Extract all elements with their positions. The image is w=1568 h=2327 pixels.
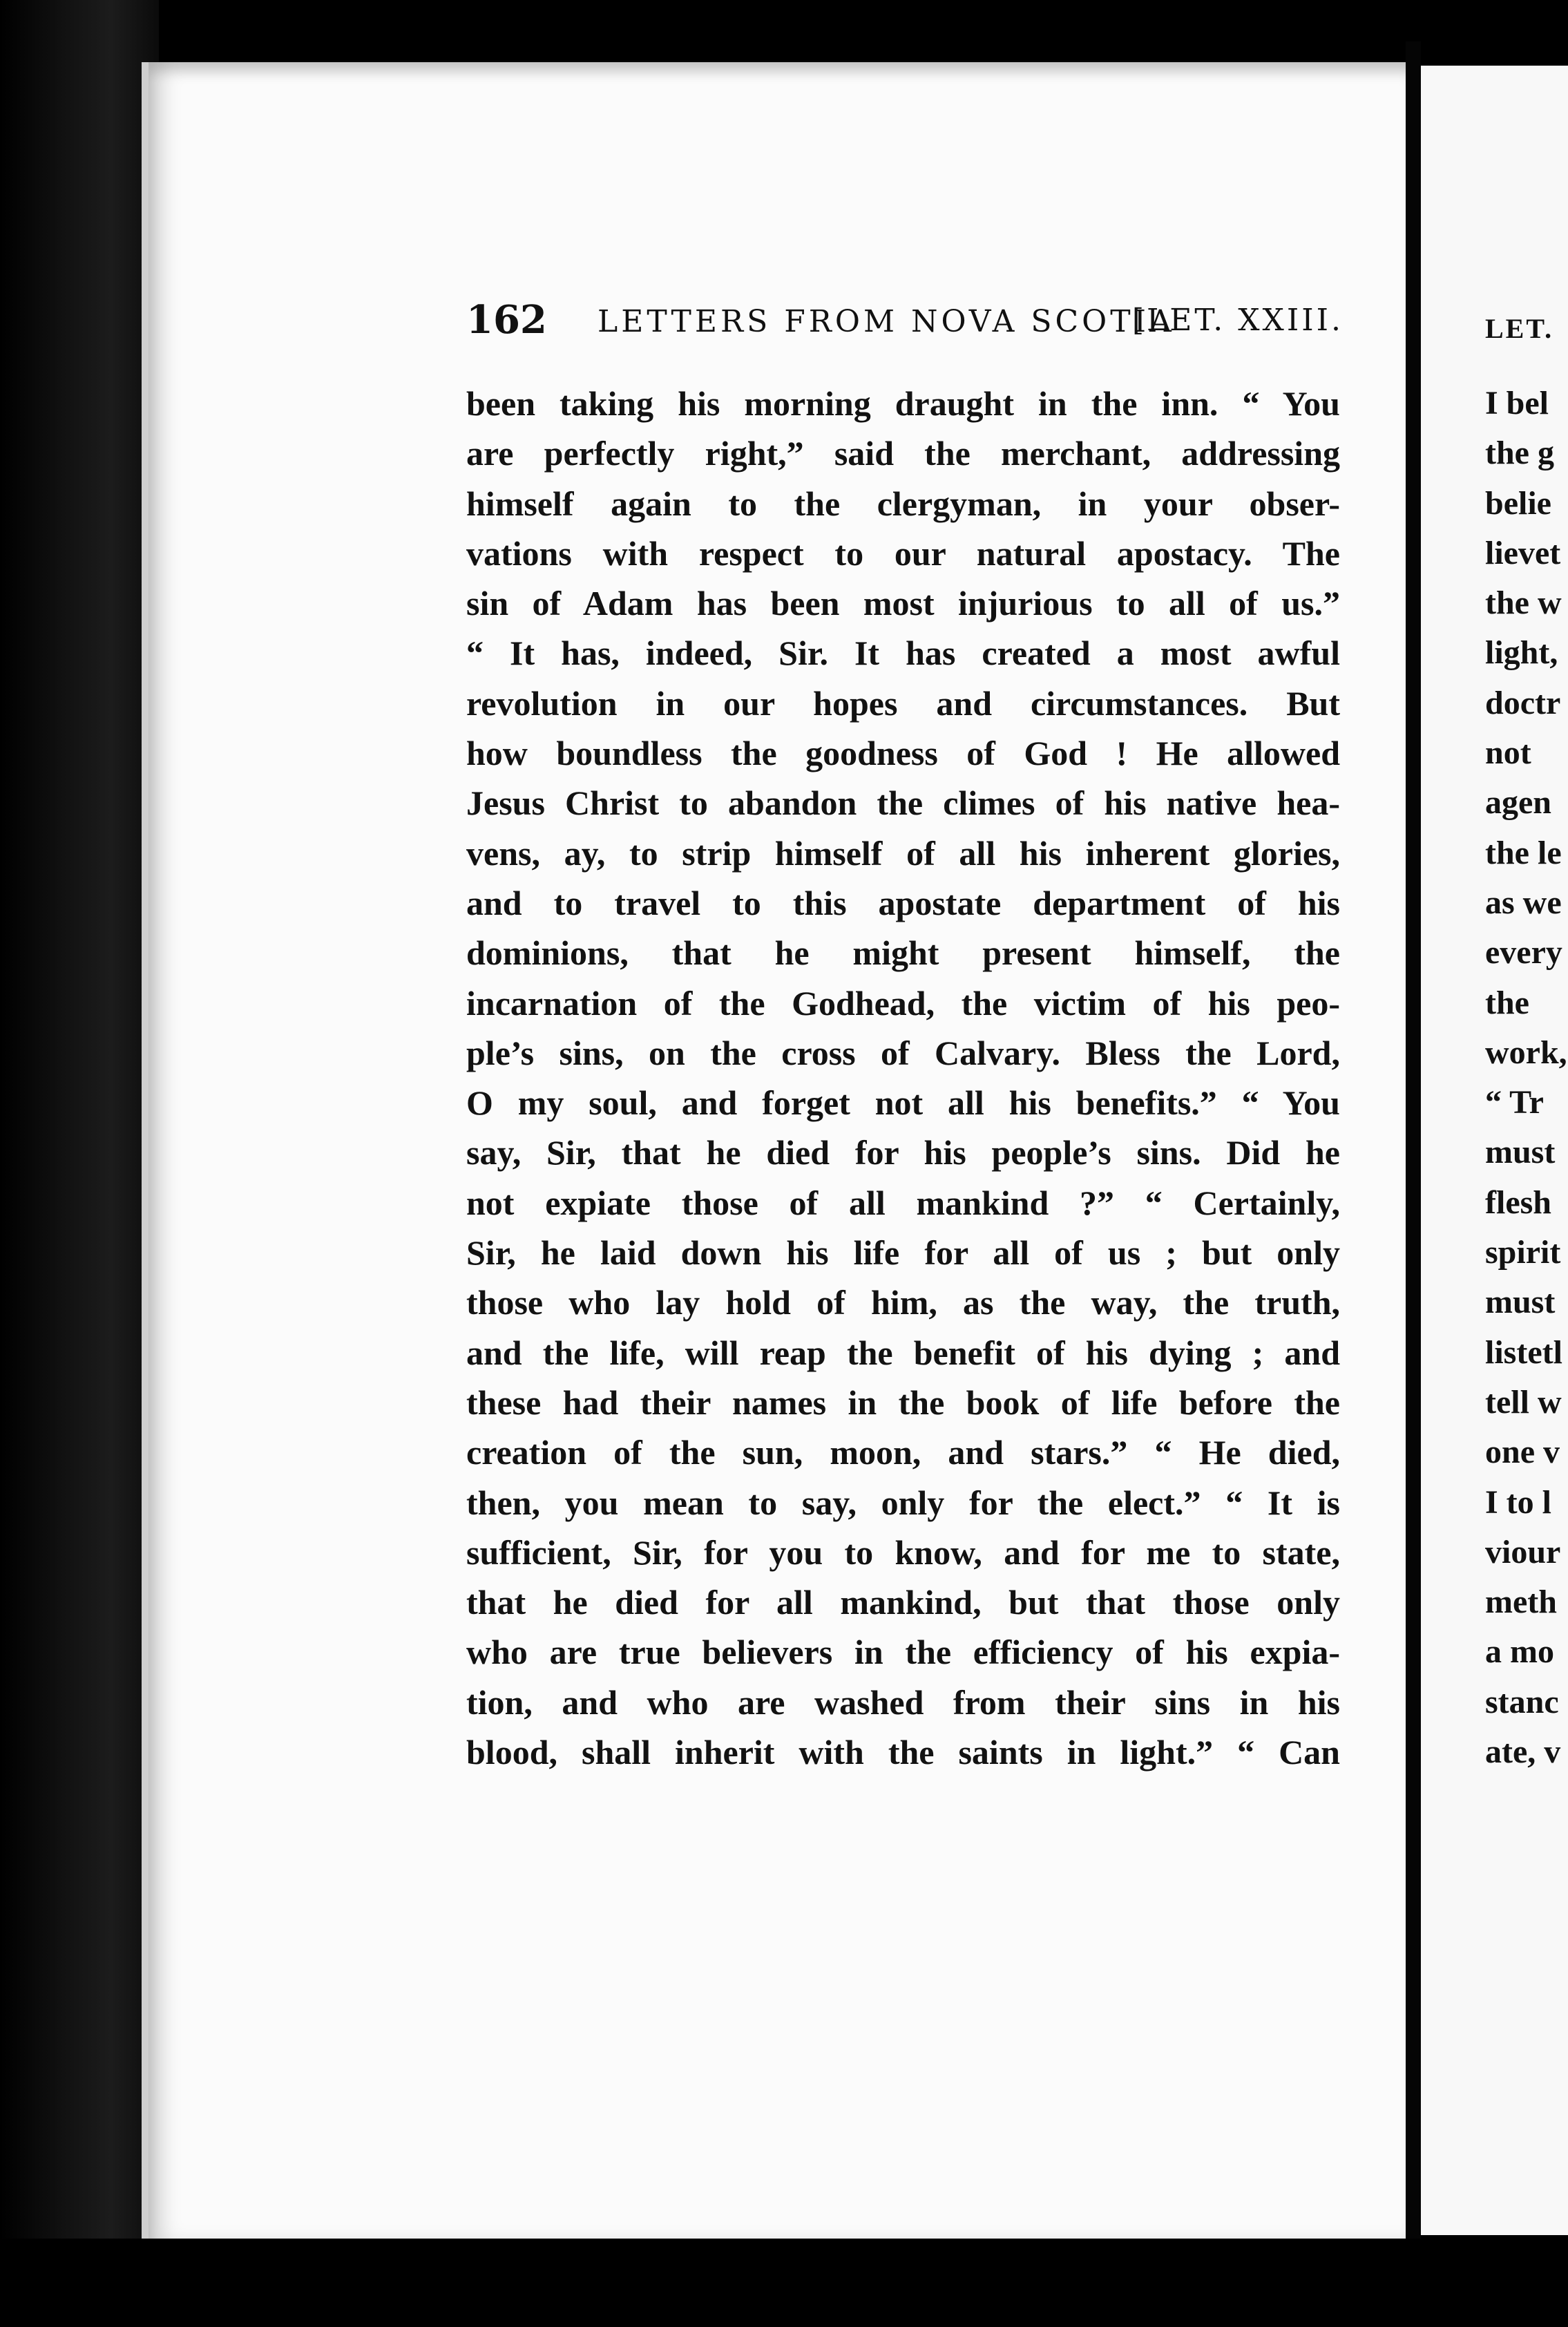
text-line: vations with respect to our natural apostacy. The	[466, 533, 1340, 573]
running-title: LETTERS FROM NOVA SCOTIA	[597, 304, 1175, 339]
right-page-line: doctr	[1485, 684, 1561, 721]
text-line: tion, and who are washed from their sins in his	[466, 1682, 1340, 1722]
letter-number: [LET. XXIII.	[1131, 303, 1344, 338]
right-page-line: as we	[1485, 884, 1562, 921]
text-line: those who lay hold of him, as the way, the truth,	[466, 1283, 1340, 1322]
right-page-line: tell w	[1485, 1383, 1562, 1421]
right-page-line: I bel	[1485, 385, 1549, 421]
right-page-line: stanc	[1485, 1683, 1559, 1720]
right-page-line: viour	[1485, 1533, 1561, 1570]
right-page-running-head: LET.	[1485, 313, 1554, 344]
text-line: “ It has, indeed, Sir. It has created a most awful	[466, 634, 1340, 673]
text-line: sufficient, Sir, for you to know, and for me to state,	[466, 1532, 1340, 1572]
book-binding	[0, 0, 159, 2327]
text-line: how boundless the goodness of God ! He allowed	[466, 734, 1340, 773]
text-line: sin of Adam has been most injurious to all of us.”	[466, 584, 1340, 623]
body-text	[466, 379, 1340, 1777]
right-page-line: work,	[1485, 1034, 1567, 1071]
running-head	[466, 297, 1344, 345]
right-page-line: light,	[1485, 634, 1558, 672]
text-line: himself again to the clergyman, in your obser-	[466, 484, 1340, 523]
text-line: and to travel to this apostate department of his	[466, 883, 1340, 922]
right-page-line: the w	[1485, 585, 1562, 622]
right-page-line: one v	[1485, 1434, 1560, 1471]
text-line: blood, shall inherit with the saints in light.” “ Can	[466, 1733, 1340, 1772]
right-page-line: lievet	[1485, 534, 1561, 571]
text-line: and the life, will reap the benefit of his dying ; and	[466, 1333, 1340, 1372]
right-page-line: the le	[1485, 834, 1562, 871]
text-line: then, you mean to say, only for the elect.” “ It is	[466, 1483, 1340, 1522]
text-line: creation of the sun, moon, and stars.” “ He died,	[466, 1433, 1340, 1472]
page-gutter	[1406, 41, 1421, 2252]
text-line: that he died for all mankind, but that those only	[466, 1583, 1340, 1622]
text-line: O my soul, and forget not all his benefits.” “ You	[466, 1083, 1340, 1123]
right-page-line: listetl	[1485, 1333, 1562, 1371]
right-page-text	[1485, 379, 1568, 1777]
text-line: not expiate those of all mankind ?” “ Certainly,	[466, 1183, 1340, 1222]
text-line: dominions, that he might present himself, the	[466, 933, 1340, 973]
text-line: these had their names in the book of life before the	[466, 1383, 1340, 1422]
right-page-line: must	[1485, 1134, 1556, 1171]
text-line: ple’s sins, on the cross of Calvary. Bless the Lord,	[466, 1033, 1340, 1072]
right-page-line: spirit	[1485, 1234, 1561, 1271]
text-line: incarnation of the Godhead, the victim of his peo-	[466, 983, 1340, 1023]
right-page-line: flesh	[1485, 1184, 1551, 1221]
right-page-line: agen	[1485, 784, 1551, 821]
right-page-line: belie	[1485, 484, 1551, 522]
right-page-line: not	[1485, 734, 1531, 772]
right-page-line: meth	[1485, 1584, 1557, 1621]
right-page-line: I to l	[1485, 1483, 1551, 1521]
right-page-line: “ Tr	[1485, 1084, 1544, 1121]
text-line: revolution in our hopes and circumstances. But	[466, 683, 1340, 723]
scan-bottom-edge	[0, 2239, 1568, 2327]
text-line: are perfectly right,” said the merchant, addressing	[466, 434, 1340, 473]
right-page-line: must	[1485, 1284, 1556, 1321]
text-line: who are true believers in the efficiency of his expia-	[466, 1633, 1340, 1672]
right-page-line: every	[1485, 934, 1562, 971]
text-line: vens, ay, to strip himself of all his inherent glories,	[466, 833, 1340, 873]
right-page-line: the g	[1485, 435, 1554, 472]
right-page-line: the	[1485, 984, 1529, 1021]
text-line: Jesus Christ to abandon the climes of his native hea-	[466, 783, 1340, 823]
text-line: been taking his morning draught in the inn. “ You	[466, 384, 1340, 423]
right-page-line: ate, v	[1485, 1734, 1561, 1771]
text-line: say, Sir, that he died for his people’s sins. Did he	[466, 1133, 1340, 1172]
text-line: Sir, he laid down his life for all of us ; but only	[466, 1233, 1340, 1273]
right-page-line: a mo	[1485, 1633, 1554, 1671]
page-number: 162	[466, 297, 547, 343]
